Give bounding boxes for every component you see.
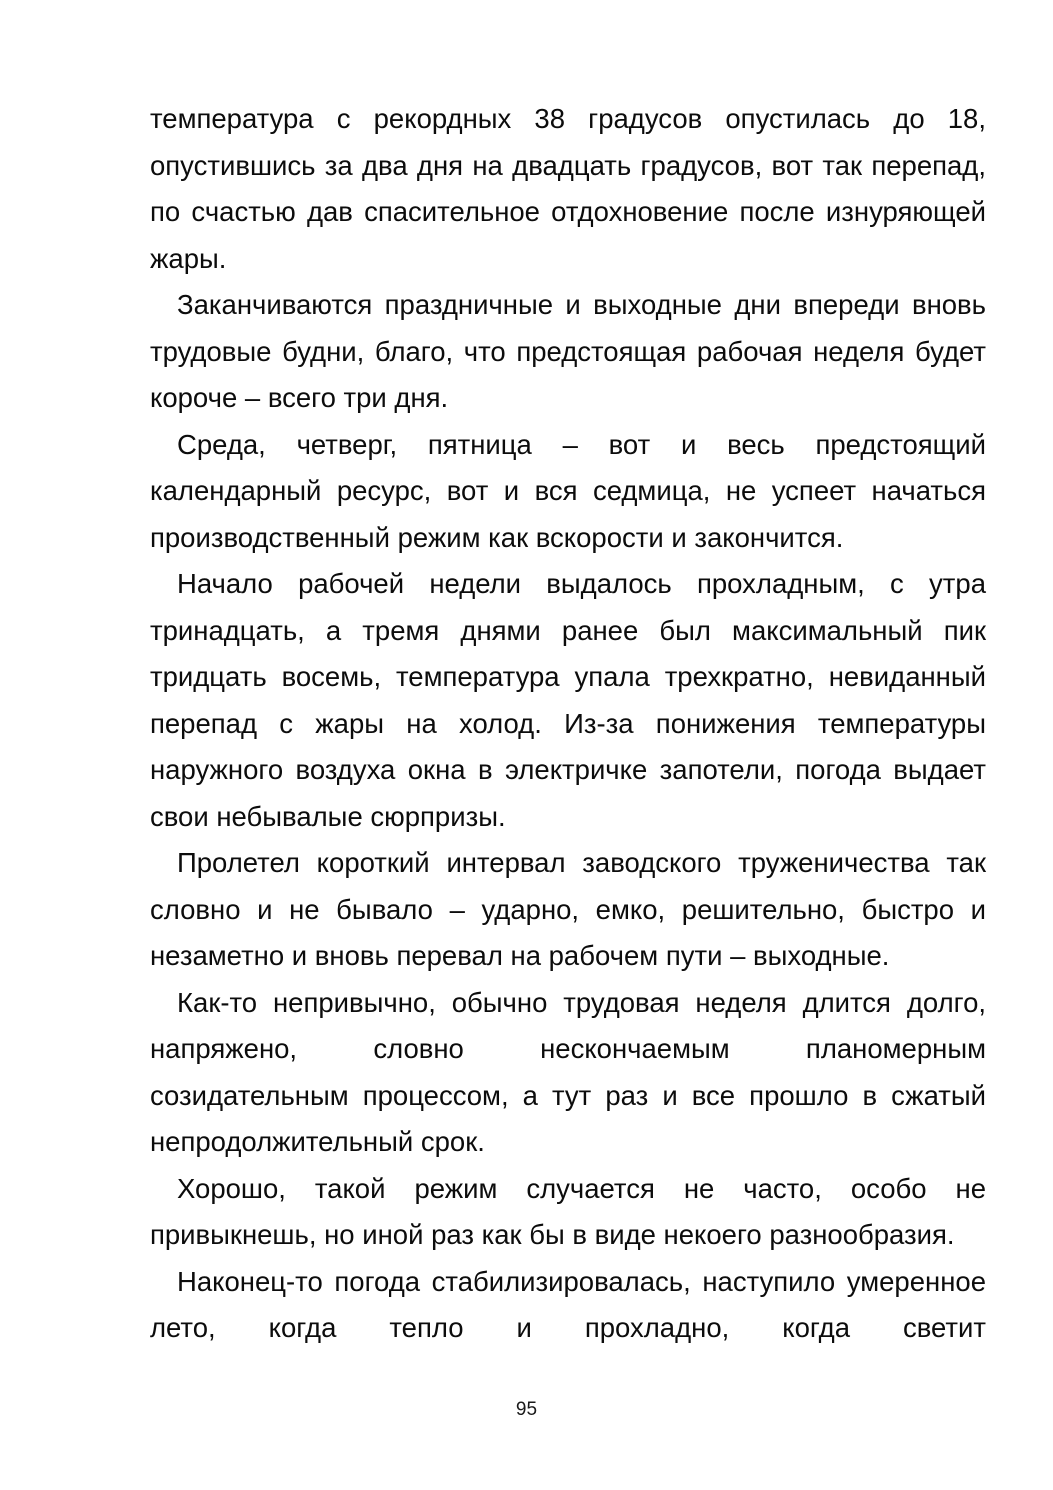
paragraph-6: Как-то непривычно, обычно трудовая неделя длится долго, напряжено, словно нескончаемым планомерным созидательным процессом, а тут раз и все прошло в сжатый непродолжительный срок. [150,986,986,1157]
paragraph-8: Наконец-то погода стабилизировалась, наступило умеренное лето, когда тепло и прохладно, когда светит [150,1265,986,1343]
page-text-block [150,96,986,1352]
paragraph-3: Среда, четверг, пятница – вот и весь предстоящий календарный ресурс, вот и вся седмица, не успеет начаться производственный режим как вскорости и закончится. [150,428,986,553]
paragraph-1: температура с рекордных 38 градусов опустилась до 18, опустившись за два дня на двадцать градусов, вот так перепад, по счастью дав спасительное отдохновение после изнуряющей жары. [150,103,986,274]
page-number: 95 [515,1399,538,1420]
paragraph-5: Пролетел короткий интервал заводского труженичества так словно и не бывало – ударно, емко, решительно, быстро и незаметно и вновь перевал на рабочем пути – выходные. [150,847,986,971]
paragraph-4: Начало рабочей недели выдалось прохладным, с утра тринадцать, а тремя днями ранее был максимальный пик тридцать восемь, температура упала трехкратно, невиданный перепад с жары на холод. Из-за понижения температуры наружного воздуха окна в электричке запотели, погода выдает свои небывалые сюрпризы. [150,568,986,832]
paragraph-7: Хорошо, такой режим случается не часто, особо не привыкнешь, но иной раз как бы в виде некоего разнообразия. [150,1172,986,1250]
paragraph-2: Заканчиваются праздничные и выходные дни впереди вновь трудовые будни, благо, что предстоящая рабочая неделя будет короче – всего три дня. [150,289,986,413]
